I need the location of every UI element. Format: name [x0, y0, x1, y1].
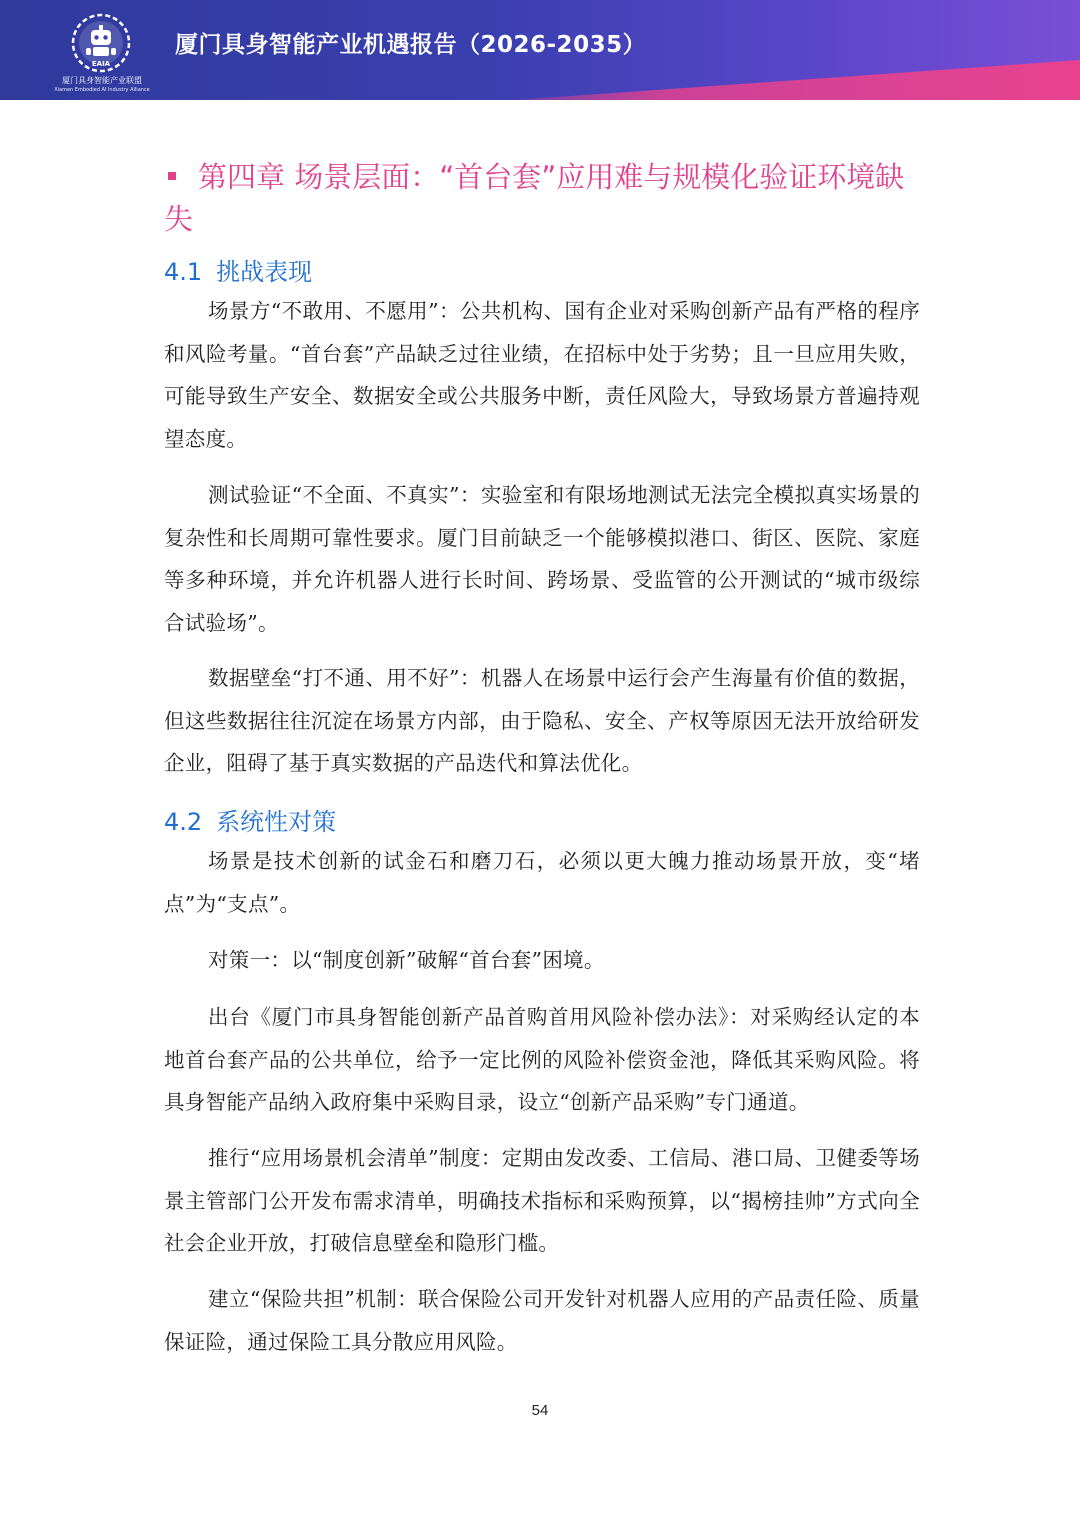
chapter-title: 第四章 场景层面：“首台套”应用难与规模化验证环境缺失: [164, 160, 905, 236]
paragraph: 测试验证“不全面、不真实”：实验室和有限场地测试无法完全模拟真实场景的复杂性和长周期可靠性要求。厦门目前缺乏一个能够模拟港口、街区、医院、家庭等多种环境，并允许机器人进行长时间、跨场景、受监管的公开测试的“城市级综合试验场”。: [164, 483, 920, 635]
paragraph: 场景是技术创新的试金石和磨刀石，必须以更大魄力推动场景开放，变“堵点”为“支点”。: [164, 849, 920, 916]
section-heading-4-2: [164, 802, 920, 837]
paragraph: 建立“保险共担”机制：联合保险公司开发针对机器人应用的产品责任险、质量保证险，通过保险工具分散应用风险。: [164, 1287, 920, 1354]
paragraph: 推行“应用场景机会清单”制度：定期由发改委、工信局、港口局、卫健委等场景主管部门公开发布需求清单，明确技术指标和采购预算，以“揭榜挂帅”方式向全社会企业开放，打破信息壁垒和隐形门槛。: [164, 1146, 920, 1255]
alliance-logo-icon: [70, 12, 132, 74]
report-title: 厦门具身智能产业机遇报告（2026-2035）: [175, 32, 647, 58]
paragraph: 数据壁垒“打不通、用不好”：机器人在场景中运行会产生海量有价值的数据，但这些数据往往沉淀在场景方内部，由于隐私、安全、产权等原因无法开放给研发企业，阻碍了基于真实数据的产品迭代和算法优化。: [164, 666, 920, 775]
paragraph: 出台《厦门市具身智能创新产品首购首用风险补偿办法》：对采购经认定的本地首台套产品的公共单位，给予一定比例的风险补偿资金池，降低其采购风险。将具身智能产品纳入政府集中采购目录，设立“创新产品采购”专门通道。: [164, 1005, 920, 1114]
alliance-name: 厦门具身智能产业联盟: [62, 76, 142, 85]
section-heading-4-1: [164, 252, 920, 287]
logo-caption: [52, 76, 152, 94]
paragraph: 场景方“不敢用、不愿用”：公共机构、国有企业对采购创新产品有严格的程序和风险考量。“首台套”产品缺乏过往业绩，在招标中处于劣势；且一旦应用失败，可能导致生产安全、数据安全或公共服务中断，责任风险大，导致场景方普遍持观望态度。: [164, 299, 920, 451]
paragraph: 对策一：以“制度创新”破解“首台套”困境。: [208, 948, 605, 972]
page-header: [0, 0, 1080, 106]
alliance-name-en: Xiamen Embodied AI Industry Alliance: [54, 87, 150, 93]
section-number: 4.1: [164, 258, 203, 286]
page-number: 54: [531, 1402, 549, 1419]
chapter-heading: [164, 156, 920, 240]
square-bullet-icon: [168, 172, 176, 180]
logo-abbreviation: EAIA: [91, 60, 111, 68]
section-title: 系统性对策: [216, 808, 337, 836]
section-title: 挑战表现: [216, 258, 313, 286]
section-number: 4.2: [164, 808, 203, 836]
